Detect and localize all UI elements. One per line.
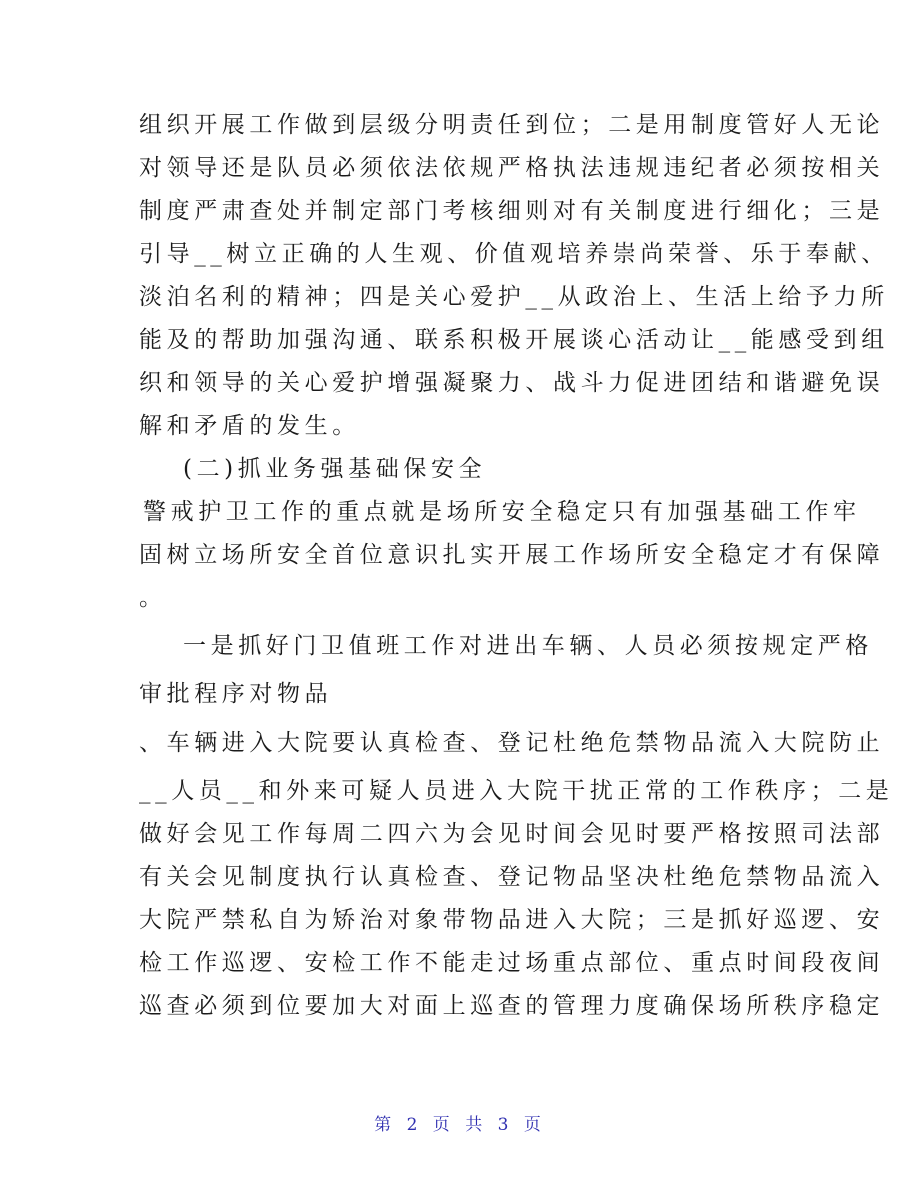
paragraph-line: 对领导还是队员必须依法依规严格执法违规违纪者必须按相关	[139, 155, 885, 181]
paragraph-line: 警戒护卫工作的重点就是场所安全稳定只有加强基础工作牢	[143, 499, 861, 525]
paragraph-line: 有关会见制度执行认真检查、登记物品坚决杜绝危禁物品流入	[139, 864, 885, 890]
paragraph-line: 组织开展工作做到层级分明责任到位；二是用制度管好人无论	[139, 112, 885, 138]
paragraph-line: 、车辆进入大院要认真检查、登记杜绝危禁物品流入大院防止	[139, 730, 885, 756]
paragraph-line: 一是抓好门卫值班工作对进出车辆、人员必须按规定严格	[183, 633, 873, 659]
paragraph-line: 织和领导的关心爱护增强凝聚力、战斗力促进团结和谐避免误	[139, 370, 885, 396]
paragraph-line: 检工作巡逻、安检工作不能走过场重点部位、重点时间段夜间	[139, 950, 885, 976]
paragraph-line: 固树立场所安全首位意识扎实开展工作场所安全稳定才有保障	[139, 542, 885, 568]
paragraph-line: 解和矛盾的发生。	[139, 413, 360, 439]
paragraph-line: 审批程序对物品	[139, 681, 333, 707]
page-number-footer: 第 2 页 共 3 页	[374, 1115, 546, 1135]
paragraph-line: 能及的帮助加强沟通、联系积极开展谈心活动让__能感受到组	[139, 327, 889, 353]
paragraph-line: 引导__树立正确的人生观、价值观培养崇尚荣誉、乐于奉献、	[139, 241, 889, 267]
document-body	[139, 104, 894, 1028]
paragraph-line: 。	[139, 585, 167, 611]
paragraph-line: 淡泊名利的精神；四是关心爱护__从政治上、生活上给予力所	[139, 284, 889, 310]
paragraph-line: __人员__和外来可疑人员进入大院干扰正常的工作秩序；二是	[139, 778, 894, 804]
paragraph-line: 巡查必须到位要加大对面上巡查的管理力度确保场所秩序稳定	[139, 993, 885, 1019]
paragraph-line: 制度严肃查处并制定部门考核细则对有关制度进行细化；三是	[139, 198, 885, 224]
paragraph-line: 大院严禁私自为矫治对象带物品进入大院；三是抓好巡逻、安	[139, 907, 885, 933]
section-heading: (二)抓业务强基础保安全	[183, 456, 487, 482]
paragraph-line: 做好会见工作每周二四六为会见时间会见时要严格按照司法部	[139, 821, 885, 847]
